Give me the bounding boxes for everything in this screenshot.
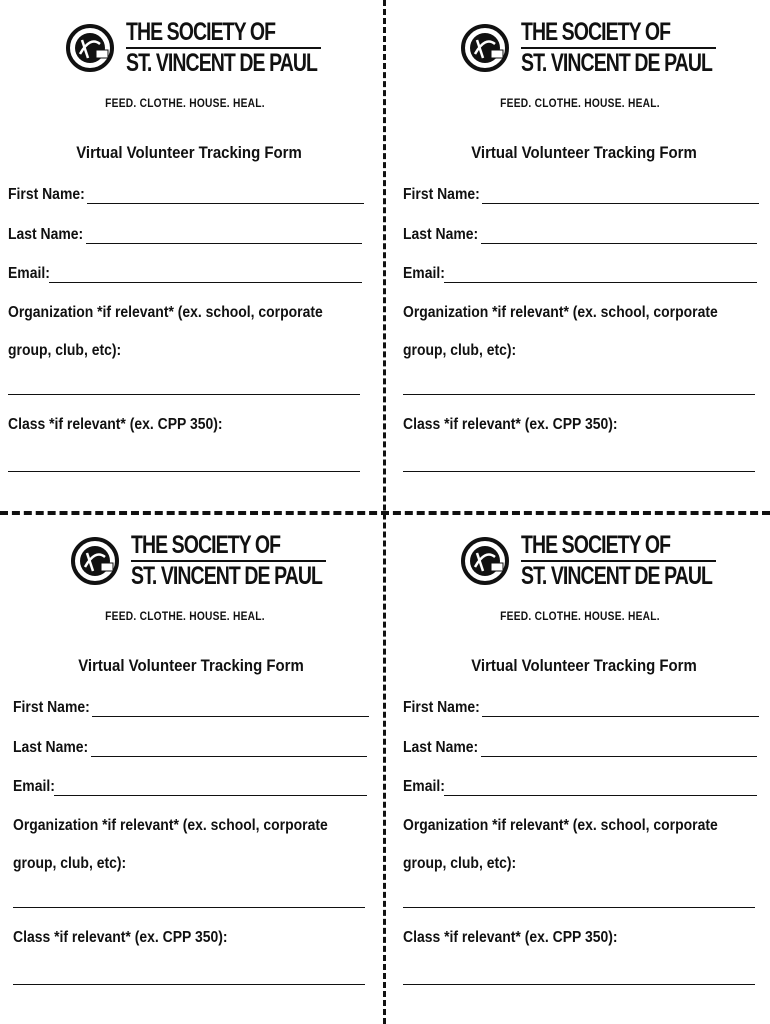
- org-header: [403, 0, 770, 100]
- last-name-line[interactable]: [91, 741, 367, 757]
- org-name: [126, 18, 326, 77]
- first-name-line[interactable]: [482, 188, 759, 204]
- organization-line[interactable]: [403, 907, 755, 908]
- org-name-line1: THE SOCIETY OF: [126, 18, 321, 49]
- organization-label-line2: group, club, etc):: [8, 342, 122, 359]
- organization-label-line1: Organization *if relevant* (ex. school, corporate: [403, 304, 718, 321]
- last-name-line[interactable]: [481, 741, 757, 757]
- class-label: Class *if relevant* (ex. CPP 350):: [13, 929, 228, 946]
- first-name-field[interactable]: [13, 699, 369, 717]
- email-field[interactable]: [8, 265, 362, 283]
- organization-line[interactable]: [403, 394, 755, 395]
- org-name: [521, 531, 721, 590]
- first-name-label: First Name:: [403, 186, 480, 203]
- form-title: Virtual Volunteer Tracking Form: [471, 656, 697, 675]
- email-label: Email:: [403, 265, 445, 282]
- form-title: Virtual Volunteer Tracking Form: [471, 143, 697, 162]
- svdp-logo-icon: [71, 537, 119, 585]
- form-card-top-right: [403, 0, 770, 500]
- org-name-line1: THE SOCIETY OF: [131, 531, 326, 562]
- org-name-line2: ST. VINCENT DE PAUL: [521, 49, 712, 77]
- email-field[interactable]: [13, 778, 367, 796]
- org-header: [8, 0, 378, 100]
- org-tagline: FEED. CLOTHE. HOUSE. HEAL.: [500, 96, 660, 110]
- first-name-line[interactable]: [87, 188, 364, 204]
- org-name-line2: ST. VINCENT DE PAUL: [521, 562, 712, 590]
- class-line[interactable]: [403, 984, 755, 985]
- last-name-field[interactable]: [8, 226, 362, 244]
- organization-line[interactable]: [8, 394, 360, 395]
- last-name-line[interactable]: [481, 228, 757, 244]
- last-name-line[interactable]: [86, 228, 362, 244]
- class-line[interactable]: [8, 471, 360, 472]
- last-name-label: Last Name:: [403, 739, 479, 756]
- first-name-line[interactable]: [482, 701, 759, 717]
- svdp-logo-icon: [461, 24, 509, 72]
- email-field[interactable]: [403, 778, 757, 796]
- organization-label-line1: Organization *if relevant* (ex. school, corporate: [13, 817, 328, 834]
- form-title: Virtual Volunteer Tracking Form: [76, 143, 302, 162]
- form-card-top-left: [8, 0, 378, 500]
- email-line[interactable]: [54, 780, 367, 796]
- first-name-line[interactable]: [92, 701, 369, 717]
- form-card-bottom-left: [13, 513, 383, 1013]
- org-name: [131, 531, 331, 590]
- org-name-line1: THE SOCIETY OF: [521, 18, 716, 49]
- form-card-bottom-right: [403, 513, 770, 1013]
- org-name-line2: ST. VINCENT DE PAUL: [126, 49, 317, 77]
- org-tagline: FEED. CLOTHE. HOUSE. HEAL.: [105, 96, 265, 110]
- first-name-field[interactable]: [403, 699, 759, 717]
- organization-line[interactable]: [13, 907, 365, 908]
- last-name-label: Last Name:: [403, 226, 479, 243]
- email-label: Email:: [13, 778, 55, 795]
- org-header: [403, 513, 770, 613]
- class-label: Class *if relevant* (ex. CPP 350):: [403, 929, 618, 946]
- first-name-field[interactable]: [403, 186, 759, 204]
- email-line[interactable]: [444, 780, 757, 796]
- svdp-logo-icon: [461, 537, 509, 585]
- email-line[interactable]: [49, 267, 362, 283]
- class-label: Class *if relevant* (ex. CPP 350):: [8, 416, 223, 433]
- class-line[interactable]: [13, 984, 365, 985]
- first-name-label: First Name:: [8, 186, 85, 203]
- svdp-logo-icon: [66, 24, 114, 72]
- org-name-line2: ST. VINCENT DE PAUL: [131, 562, 322, 590]
- email-label: Email:: [8, 265, 50, 282]
- org-name: [521, 18, 721, 77]
- last-name-field[interactable]: [13, 739, 367, 757]
- last-name-field[interactable]: [403, 226, 757, 244]
- first-name-label: First Name:: [403, 699, 480, 716]
- email-label: Email:: [403, 778, 445, 795]
- last-name-field[interactable]: [403, 739, 757, 757]
- org-name-line1: THE SOCIETY OF: [521, 531, 716, 562]
- email-line[interactable]: [444, 267, 757, 283]
- organization-label-line2: group, club, etc):: [13, 855, 127, 872]
- first-name-field[interactable]: [8, 186, 364, 204]
- first-name-label: First Name:: [13, 699, 90, 716]
- organization-label-line1: Organization *if relevant* (ex. school, corporate: [403, 817, 718, 834]
- last-name-label: Last Name:: [13, 739, 89, 756]
- organization-label-line2: group, club, etc):: [403, 855, 517, 872]
- org-tagline: FEED. CLOTHE. HOUSE. HEAL.: [500, 609, 660, 623]
- class-label: Class *if relevant* (ex. CPP 350):: [403, 416, 618, 433]
- form-title: Virtual Volunteer Tracking Form: [78, 656, 304, 675]
- org-header: [13, 513, 383, 613]
- organization-label-line2: group, club, etc):: [403, 342, 517, 359]
- org-tagline: FEED. CLOTHE. HOUSE. HEAL.: [105, 609, 265, 623]
- organization-label-line1: Organization *if relevant* (ex. school, corporate: [8, 304, 323, 321]
- last-name-label: Last Name:: [8, 226, 84, 243]
- email-field[interactable]: [403, 265, 757, 283]
- class-line[interactable]: [403, 471, 755, 472]
